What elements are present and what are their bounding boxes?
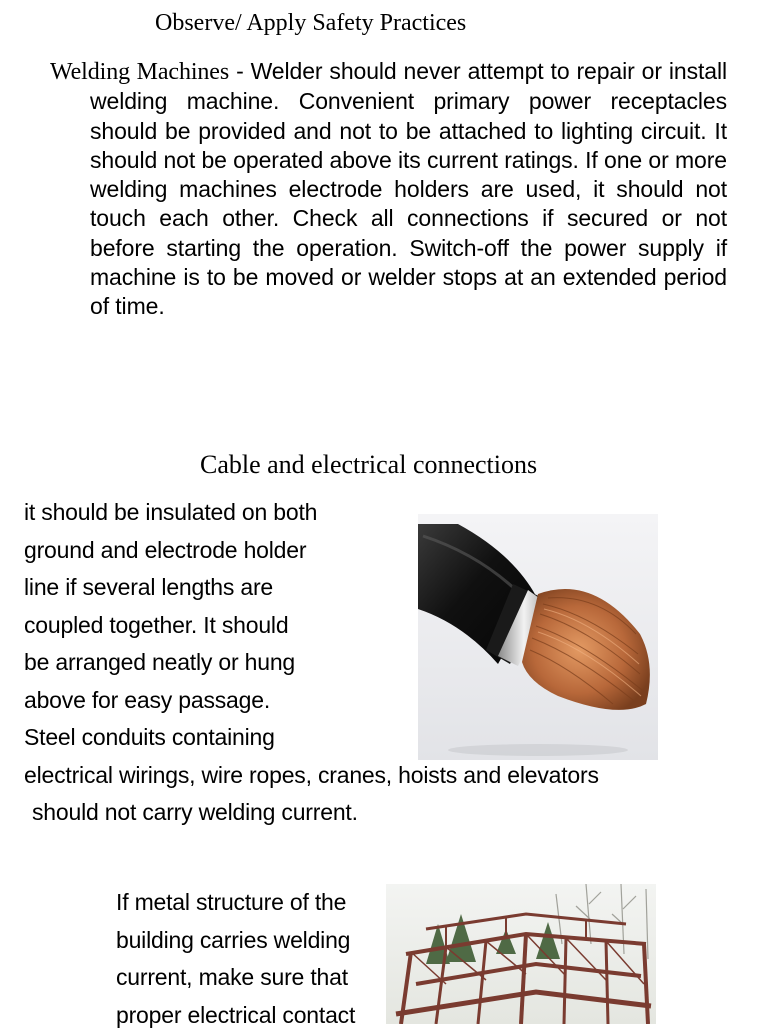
cable-text-line: Steel conduits containing (24, 719, 599, 757)
cable-text-line: it should be insulated on both (24, 494, 599, 532)
section-title-cable-connections: Cable and electrical connections (200, 450, 537, 480)
cable-text-line: be arranged neatly or hung (24, 644, 599, 682)
metal-structure-paragraph (116, 884, 355, 1034)
welding-machines-term: Welding Machines (50, 59, 229, 85)
cable-text-line: ground and electrode holder (24, 532, 599, 570)
cable-text-line: line if several lengths are (24, 569, 599, 607)
welding-machines-paragraph (50, 57, 727, 322)
structure-text-line: current, make sure that (116, 959, 355, 997)
cable-text-line: electrical wirings, wire ropes, cranes, hoists and elevators (24, 757, 599, 795)
structure-text-line: proper electrical contact (116, 997, 355, 1034)
welding-cable-photo (418, 514, 658, 760)
section-title-safety-practices: Observe/ Apply Safety Practices (155, 10, 466, 37)
cable-text-line: coupled together. It should (24, 607, 599, 645)
welding-machines-text: - Welder should never attempt to repair or install welding machine. Convenient primary power receptacles should be provided and not to be attached to lighting circuit. It should not be operated above its current ratings. If one or more welding machines electrode holders are used, it should not touch each other. Check all connections if secured or not before starting the operation. Switch-off the power supply if machine is to be moved or welder stops at an extended period of time. (90, 58, 727, 319)
steel-frame-building-photo (386, 884, 656, 1024)
structure-text-line: If metal structure of the (116, 884, 355, 922)
structure-text-line: building carries welding (116, 922, 355, 960)
cable-text-line: should not carry welding current. (24, 794, 599, 832)
cable-text-line: above for easy passage. (24, 682, 599, 720)
